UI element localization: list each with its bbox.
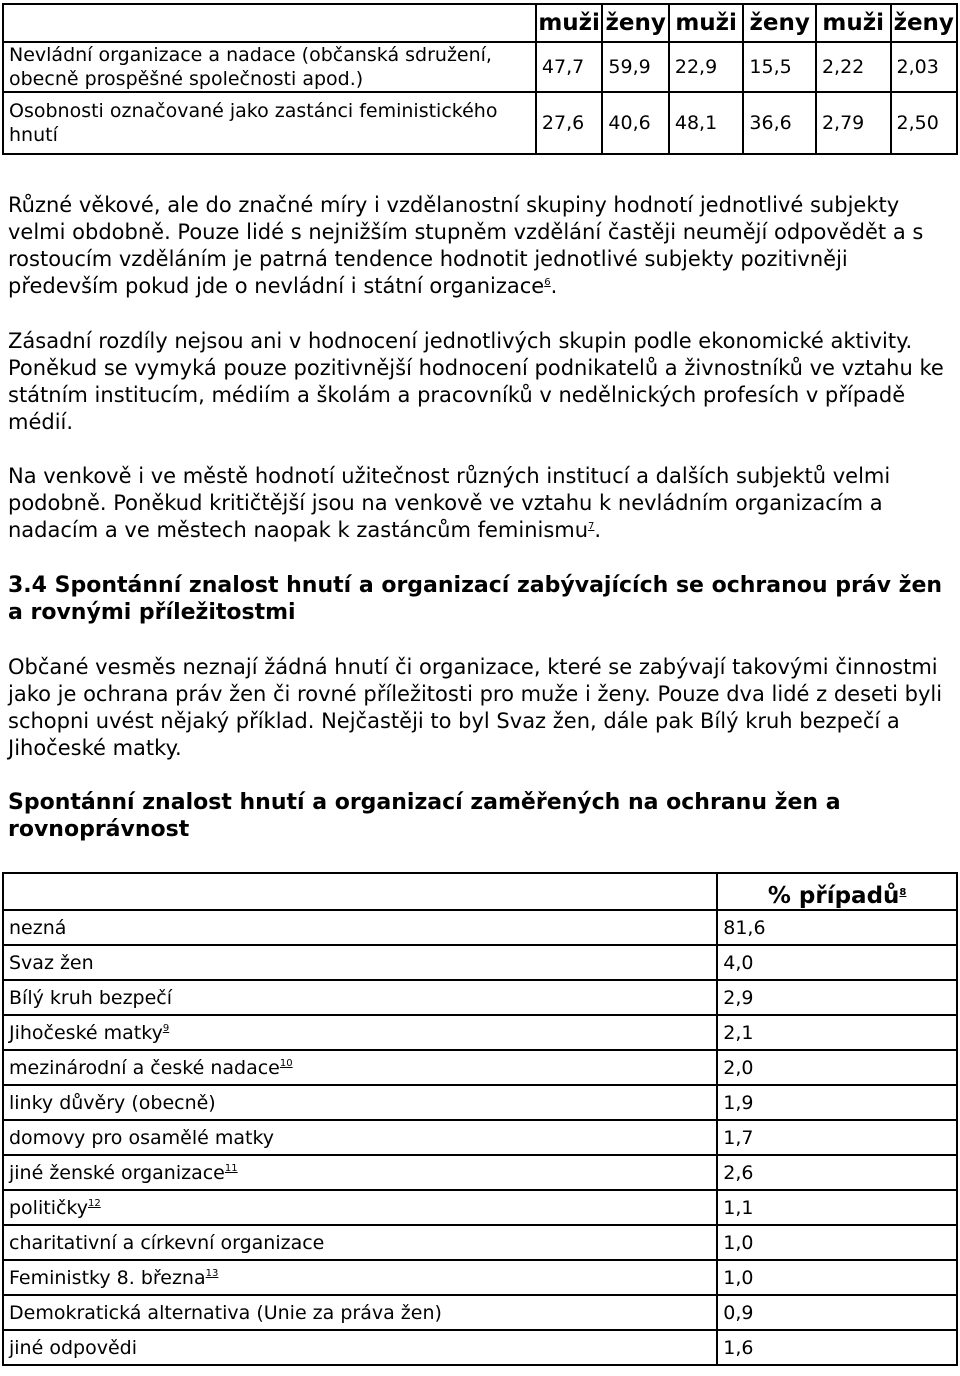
cell-value: 2,6 [717, 1155, 957, 1190]
footnote-ref[interactable]: 13 [205, 1267, 219, 1279]
col-header: muži [816, 4, 891, 42]
footnote-ref[interactable]: 12 [88, 1197, 101, 1209]
row-label: Bílý kruh bezpečí [3, 980, 717, 1015]
cell-value: 47,7 [536, 42, 602, 92]
table-row [3, 1295, 957, 1330]
paragraph-spontaneous-knowledge: Občané vesměs neznají žádná hnutí či organizace, které se zabývají takovými činnostmi jako je ochrana práv žen či rovné příležitosti pro muže i ženy. Pouze dva lidé z deseti byli schopni uvést nějaký příklad. Nejčastěji to byl Svaz žen, dále pak Bílý kruh bezpečí a Jihočeské matky. [8, 655, 943, 760]
usefulness-table [2, 3, 958, 155]
row-label: političky$^{12}$ [3, 1190, 717, 1225]
cell-value: 40,6 [602, 92, 668, 154]
paragraph-town-country: Na venkově i ve městě hodnotí užitečnost různých institucí a dalších subjektů velmi podobně. Poněkud kritičtější jsou na venkově ve vztahu k nevládním organizacím a nadacím a ve městech naopak k zastáncům feminismu$^7$. [8, 464, 891, 542]
cell-value: 0,9 [717, 1295, 957, 1330]
table-row [3, 42, 957, 92]
row-label: Demokratická alternativa (Unie za práva žen) [3, 1295, 717, 1330]
cell-value: 1,9 [717, 1085, 957, 1120]
table-row [3, 1225, 957, 1260]
cell-value: 1,0 [717, 1225, 957, 1260]
row-label: domovy pro osamělé matky [3, 1120, 717, 1155]
cell-value: 2,03 [891, 42, 958, 92]
cell-value: 22,9 [669, 42, 744, 92]
footnote-ref[interactable]: 11 [224, 1162, 238, 1174]
col-header: ženy [891, 4, 958, 42]
row-label: charitativní a církevní organizace [3, 1225, 717, 1260]
row-label: mezinárodní a české nadace$^{10}$ [3, 1050, 717, 1085]
knowledge-table [2, 872, 958, 1366]
row-label: jiné ženské organizace$^{11}$ [3, 1155, 717, 1190]
section-heading: 3.4 Spontánní znalost hnutí a organizací zabývajících se ochranou práv žen a rovnými příležitostmi [8, 573, 943, 625]
footnote-ref[interactable]: 9 [162, 1022, 170, 1034]
row-label: Svaz žen [3, 945, 717, 980]
col-header: muži [536, 4, 602, 42]
cell-value: 2,22 [816, 42, 891, 92]
cell-value: 15,5 [743, 42, 816, 92]
col-header: ženy [602, 4, 668, 42]
cell-value: 36,6 [743, 92, 816, 154]
footnote-ref[interactable]: 6 [544, 277, 551, 288]
col-header: muži [669, 4, 744, 42]
row-label: Jihočeské matky$^9$ [3, 1015, 717, 1050]
table-row [3, 1190, 957, 1225]
cell-value: 2,79 [816, 92, 891, 154]
cell-value: 1,0 [717, 1260, 957, 1295]
cell-value: 2,50 [891, 92, 958, 154]
table-title: Spontánní znalost hnutí a organizací zaměřených na ochranu žen a rovnoprávnost [8, 790, 841, 842]
cell-value: 4,0 [717, 945, 957, 980]
table-header-row [3, 4, 957, 42]
table-row [3, 945, 957, 980]
table-row [3, 1015, 957, 1050]
table-row [3, 910, 957, 945]
cell-value: 81,6 [717, 910, 957, 945]
paragraph-economic-activity: Zásadní rozdíly nejsou ani v hodnocení jednotlivých skupin podle ekonomické aktivity. Poněkud se vymyká pouze pozitivnější hodnocení podnikatelů a živnostníků ve vztahu ke státním institucím, médiím a školám a pracovníků v nedělnických profesích v případě médií. [8, 329, 944, 434]
cell-value: 2,1 [717, 1015, 957, 1050]
table-row [3, 1120, 957, 1155]
empty-header-cell [3, 873, 717, 910]
cell-value: 1,1 [717, 1190, 957, 1225]
row-label: linky důvěry (obecně) [3, 1085, 717, 1120]
footnote-ref[interactable]: 10 [279, 1057, 293, 1069]
col-header: ženy [743, 4, 816, 42]
table-row [3, 1085, 957, 1120]
empty-header-cell [3, 4, 536, 42]
table-row [3, 1330, 957, 1365]
footnote-ref[interactable]: 8 [899, 887, 907, 898]
table-row [3, 1050, 957, 1085]
table-row [3, 1155, 957, 1190]
row-label: jiné odpovědi [3, 1330, 717, 1365]
cell-value: 27,6 [536, 92, 602, 154]
table-row [3, 1260, 957, 1295]
cell-value: 48,1 [669, 92, 744, 154]
table-row [3, 92, 957, 154]
row-label: Osobnosti označované jako zastánci feministického hnutí [3, 92, 536, 154]
table-header-row [3, 873, 957, 910]
cell-value: 1,7 [717, 1120, 957, 1155]
col-header: % případů$^8$ [717, 873, 957, 910]
cell-value: 1,6 [717, 1330, 957, 1365]
row-label: Nevládní organizace a nadace (občanská sdružení, obecně prospěšné společnosti apod.) [3, 42, 536, 92]
footnote-ref[interactable]: 7 [588, 521, 595, 532]
table-row [3, 980, 957, 1015]
cell-value: 2,0 [717, 1050, 957, 1085]
cell-value: 2,9 [717, 980, 957, 1015]
row-label: nezná [3, 910, 717, 945]
row-label: Feministky 8. března$^{13}$ [3, 1260, 717, 1295]
paragraph-education: Různé věkové, ale do značné míry i vzdělanostní skupiny hodnotí jednotlivé subjekty velmi obdobně. Pouze lidé s nejnižším stupněm vzdělání častěji neumějí odpovědět a s rostoucím vzděláním je patrná tendence hodnotit jednotlivé subjekty pozitivněji především pokud jde o nevládní i státní organizace$^6$. [8, 193, 924, 298]
cell-value: 59,9 [602, 42, 668, 92]
